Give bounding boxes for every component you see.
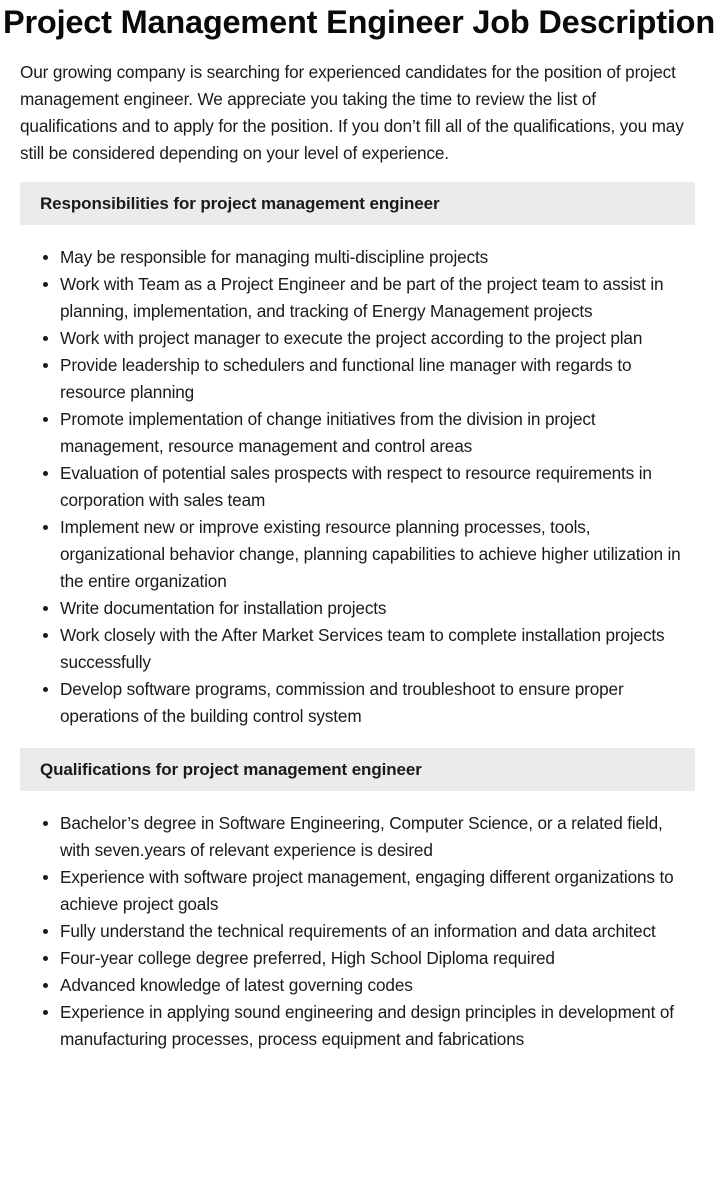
responsibilities-list xyxy=(20,244,695,730)
job-description-content xyxy=(0,59,720,1053)
list-item-text: Promote implementation of change initiatives from the division in project management, resource management and control areas xyxy=(60,409,596,456)
list-item xyxy=(60,271,695,325)
intro-paragraph: Our growing company is searching for experienced candidates for the position of project management engineer. We appreciate you taking the time to review the list of qualifications and to apply for the position. If you don’t fill all of the qualifications, you may still be considered depending on your level of experience. xyxy=(20,62,684,163)
list-item xyxy=(60,864,695,918)
list-item xyxy=(60,999,695,1053)
bullet-icon xyxy=(43,363,48,368)
list-item-text: Experience in applying sound engineering and design principles in development of manufacturing processes, process equipment and fabrications xyxy=(60,1002,674,1049)
list-item-text: Four-year college degree preferred, High School Diploma required xyxy=(60,948,555,968)
list-item-text: Provide leadership to schedulers and functional line manager with regards to resource planning xyxy=(60,355,632,402)
list-item xyxy=(60,810,695,864)
bullet-icon xyxy=(43,282,48,287)
list-item-text: Advanced knowledge of latest governing codes xyxy=(60,975,413,995)
list-item-text: Evaluation of potential sales prospects with respect to resource requirements in corporation with sales team xyxy=(60,463,652,510)
list-item-text: Bachelor’s degree in Software Engineering, Computer Science, or a related field, with seven.years of relevant experience is desired xyxy=(60,813,663,860)
list-item-text: Fully understand the technical requirements of an information and data architect xyxy=(60,921,656,941)
list-item-text: Work with project manager to execute the project according to the project plan xyxy=(60,328,643,348)
list-item xyxy=(60,325,695,352)
list-item xyxy=(60,676,695,730)
page-title: Project Management Engineer Job Description xyxy=(3,4,715,40)
bullet-icon xyxy=(43,875,48,880)
bullet-icon xyxy=(43,687,48,692)
list-item-text: Experience with software project management, engaging different organizations to achieve project goals xyxy=(60,867,674,914)
bullet-icon xyxy=(43,929,48,934)
list-item xyxy=(60,460,695,514)
responsibilities-heading: Responsibilities for project management engineer xyxy=(20,182,695,225)
bullet-icon xyxy=(43,633,48,638)
list-item xyxy=(60,945,695,972)
list-item xyxy=(60,406,695,460)
bullet-icon xyxy=(43,983,48,988)
list-item xyxy=(60,918,695,945)
bullet-icon xyxy=(43,336,48,341)
list-item xyxy=(60,514,695,595)
list-item-text: Implement new or improve existing resource planning processes, tools, organizational behavior change, planning capabilities to achieve higher utilization in the entire organization xyxy=(60,517,681,591)
bullet-icon xyxy=(43,956,48,961)
bullet-icon xyxy=(43,255,48,260)
bullet-icon xyxy=(43,1010,48,1015)
list-item xyxy=(60,972,695,999)
bullet-icon xyxy=(43,417,48,422)
qualifications-heading: Qualifications for project management engineer xyxy=(20,748,695,791)
list-item xyxy=(60,244,695,271)
list-item-text: Develop software programs, commission and troubleshoot to ensure proper operations of the building control system xyxy=(60,679,624,726)
list-item xyxy=(60,352,695,406)
list-item-text: Work with Team as a Project Engineer and be part of the project team to assist in planning, implementation, and tracking of Energy Management projects xyxy=(60,274,664,321)
bullet-icon xyxy=(43,525,48,530)
bullet-icon xyxy=(43,471,48,476)
list-item xyxy=(60,595,695,622)
qualifications-list xyxy=(20,810,695,1053)
list-item-text: Write documentation for installation projects xyxy=(60,598,387,618)
list-item xyxy=(60,622,695,676)
bullet-icon xyxy=(43,821,48,826)
bullet-icon xyxy=(43,606,48,611)
list-item-text: May be responsible for managing multi-discipline projects xyxy=(60,247,489,267)
list-item-text: Work closely with the After Market Services team to complete installation projects successfully xyxy=(60,625,665,672)
